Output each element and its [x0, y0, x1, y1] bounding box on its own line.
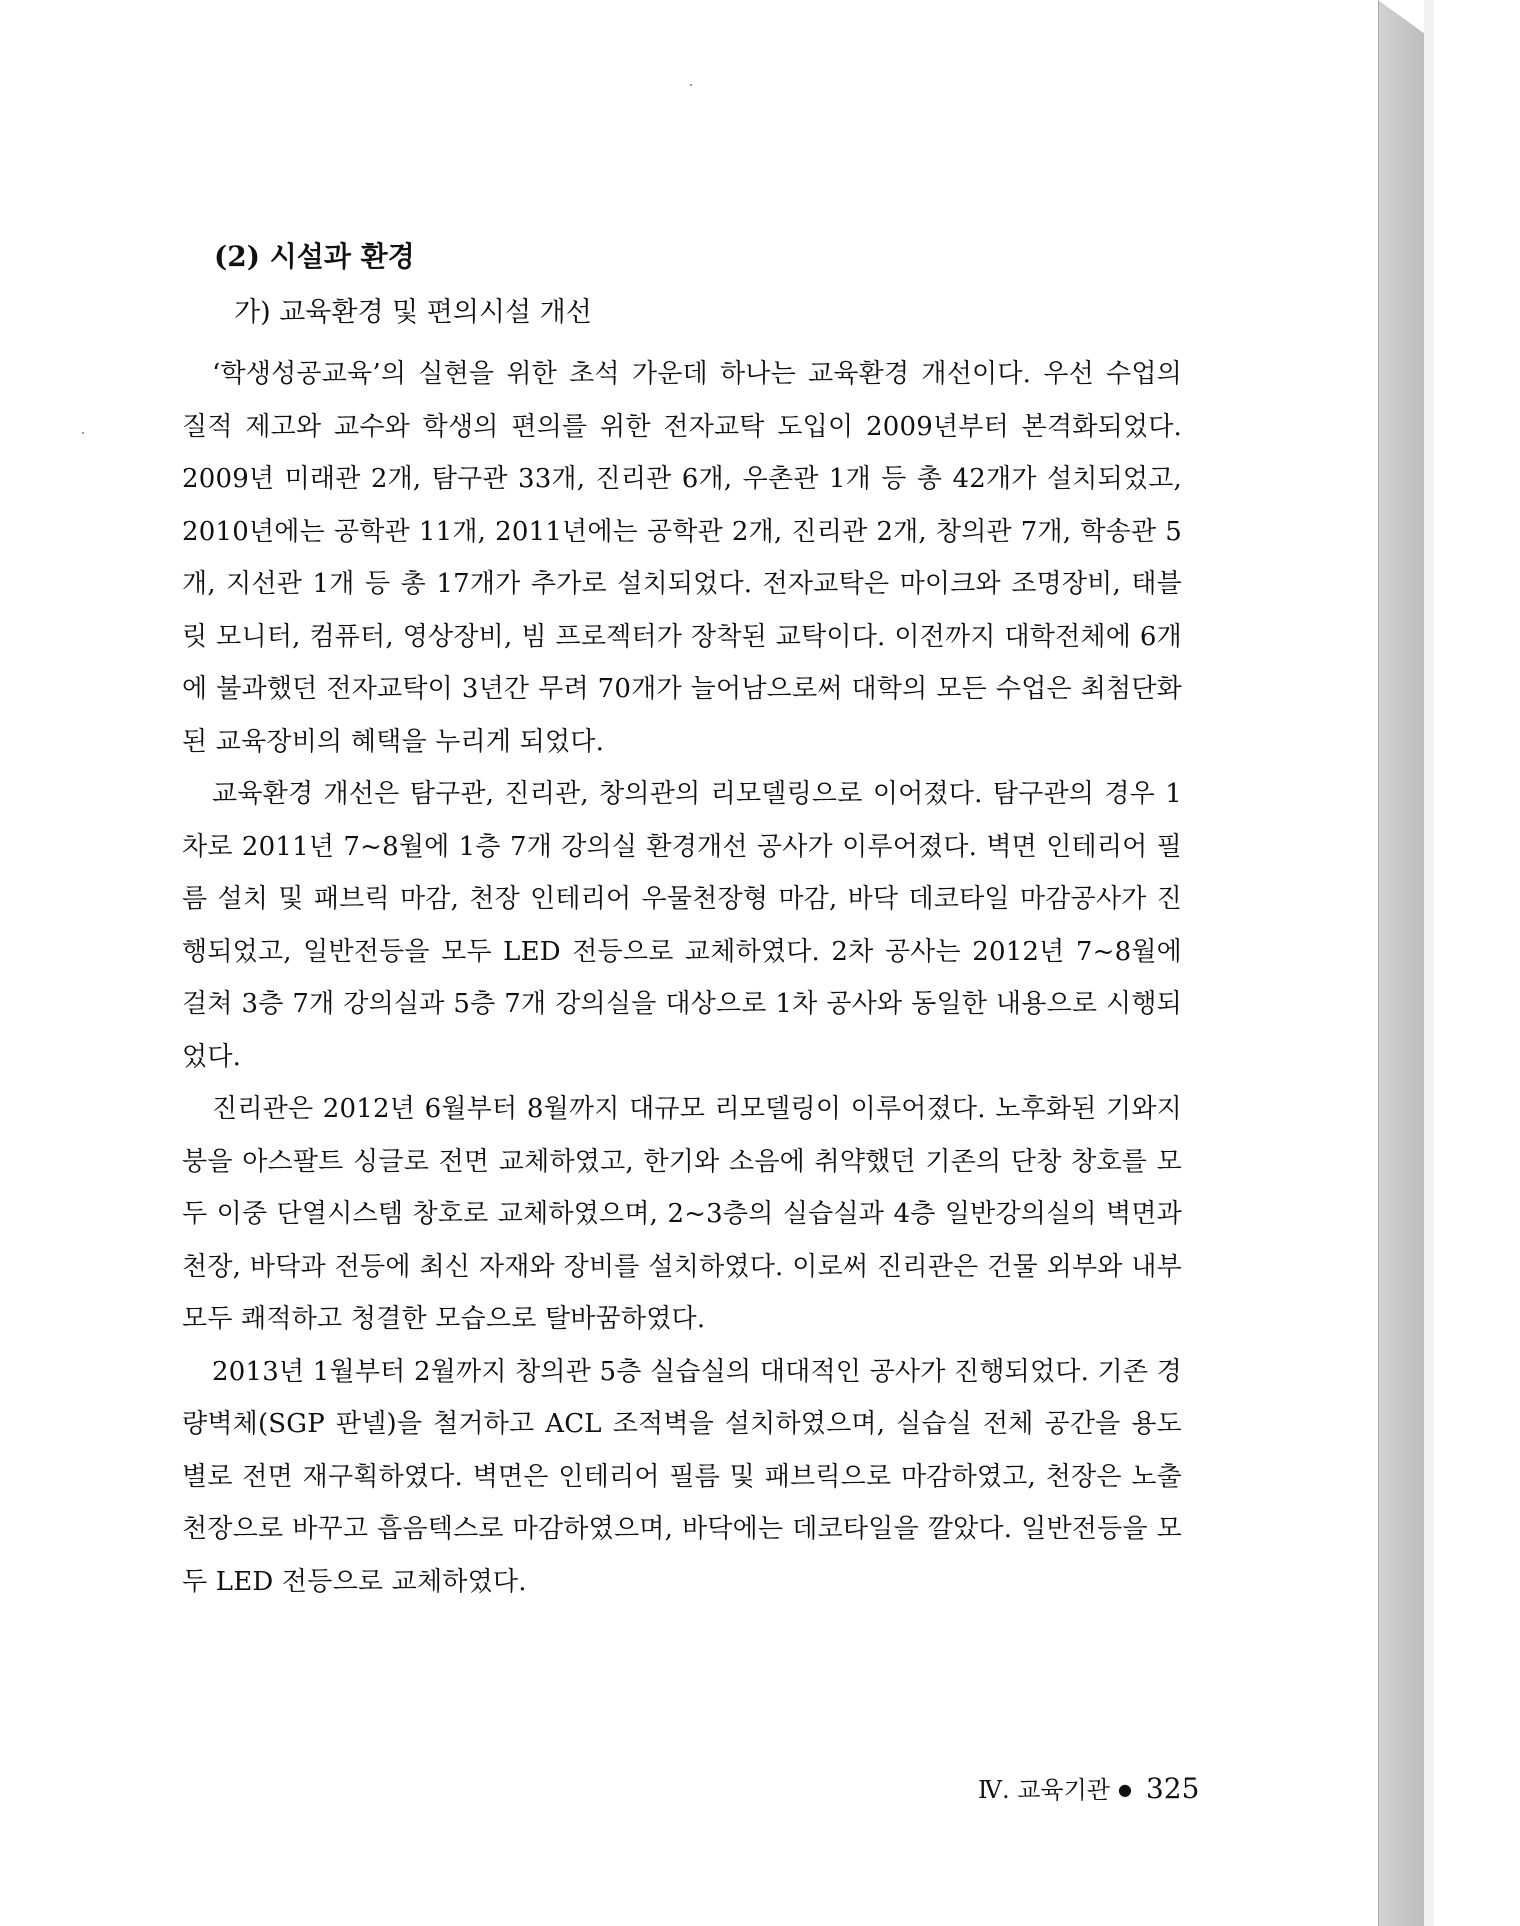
- paragraph-tamgu-hall-remodeling: 교육환경 개선은 탐구관, 진리관, 창의관의 리모델링으로 이어졌다. 탐구관의 경우 1차로 2011년 7~8월에 1층 7개 강의실 환경개선 공사가 이루어졌다. 벽면 인테리어 필름 설치 및 패브릭 마감, 천장 인테리어 우물천장형 마감, 바닥 데코타일 마감공사가 진행되었고, 일반전등을 모두 LED 전등으로 교체하였다. 2차 공사는 2012년 7~8월에 걸쳐 3층 7개 강의실과 5층 7개 강의실을 대상으로 1차 공사와 동일한 내용으로 시행되었다.: [182, 779, 1182, 1072]
- page-body: [182, 240, 1182, 1608]
- page-stack-edge: [1378, 0, 1425, 1926]
- scan-speck: [690, 84, 692, 86]
- page-number: 325: [1145, 1772, 1200, 1805]
- page-footer: [978, 1770, 1200, 1805]
- paragraph-jinri-hall-remodeling: 진리관은 2012년 6월부터 8월까지 대규모 리모델링이 이루어졌다. 노후화된 기와지붕을 아스팔트 싱글로 전면 교체하였고, 한기와 소음에 취약했던 기존의 단창 창호를 모두 이중 단열시스템 창호로 교체하였으며, 2~3층의 실습실과 4층 일반강의실의 벽면과 천장, 바닥과 전등에 최신 자재와 장비를 설치하였다. 이로써 진리관은 건물 외부와 내부 모두 쾌적하고 청결한 모습으로 탈바꿈하였다.: [182, 1094, 1182, 1334]
- footer-chapter: Ⅳ. 교육기관: [978, 1776, 1110, 1804]
- bullet-icon: ●: [1117, 1780, 1132, 1799]
- page-stack-margin: [1424, 0, 1434, 1926]
- section-title: (2) 시설과 환경: [214, 240, 415, 273]
- paragraph-changui-hall-remodeling: 2013년 1월부터 2월까지 창의관 5층 실습실의 대대적인 공사가 진행되었다. 기존 경량벽체(SGP 판넬)을 철거하고 ACL 조적벽을 설치하였으며, 실습실 전체 공간을 용도별로 전면 재구획하였다. 벽면은 인테리어 필름 및 패브릭으로 마감하였고, 천장은 노출천장으로 바꾸고 흡음텍스로 마감하였으며, 바닥에는 데코타일을 깔았다. 일반전등을 모두 LED 전등으로 교체하였다.: [182, 1356, 1182, 1597]
- subsection-title: 가) 교육환경 및 편의시설 개선: [234, 297, 592, 328]
- paragraph-electronic-lecterns: ‘학생성공교육’의 실현을 위한 초석 가운데 하나는 교육환경 개선이다. 우선 수업의 질적 제고와 교수와 학생의 편의를 위한 전자교탁 도입이 2009년부터 본격화되었다. 2009년 미래관 2개, 탐구관 33개, 진리관 6개, 우촌관 1개 등 총 42개가 설치되었고, 2010년에는 공학관 11개, 2011년에는 공학관 2개, 진리관 2개, 창의관 7개, 학송관 5개, 지선관 1개 등 총 17개가 추가로 설치되었다. 전자교탁은 마이크와 조명장비, 태블릿 모니터, 컴퓨터, 영상장비, 빔 프로젝터가 장착된 교탁이다. 이전까지 대학전체에 6개에 불과했던 전자교탁이 3년간 무려 70개가 늘어남으로써 대학의 모든 수업은 최첨단화된 교육장비의 혜택을 누리게 되었다.: [182, 359, 1182, 757]
- scan-speck: [82, 432, 84, 434]
